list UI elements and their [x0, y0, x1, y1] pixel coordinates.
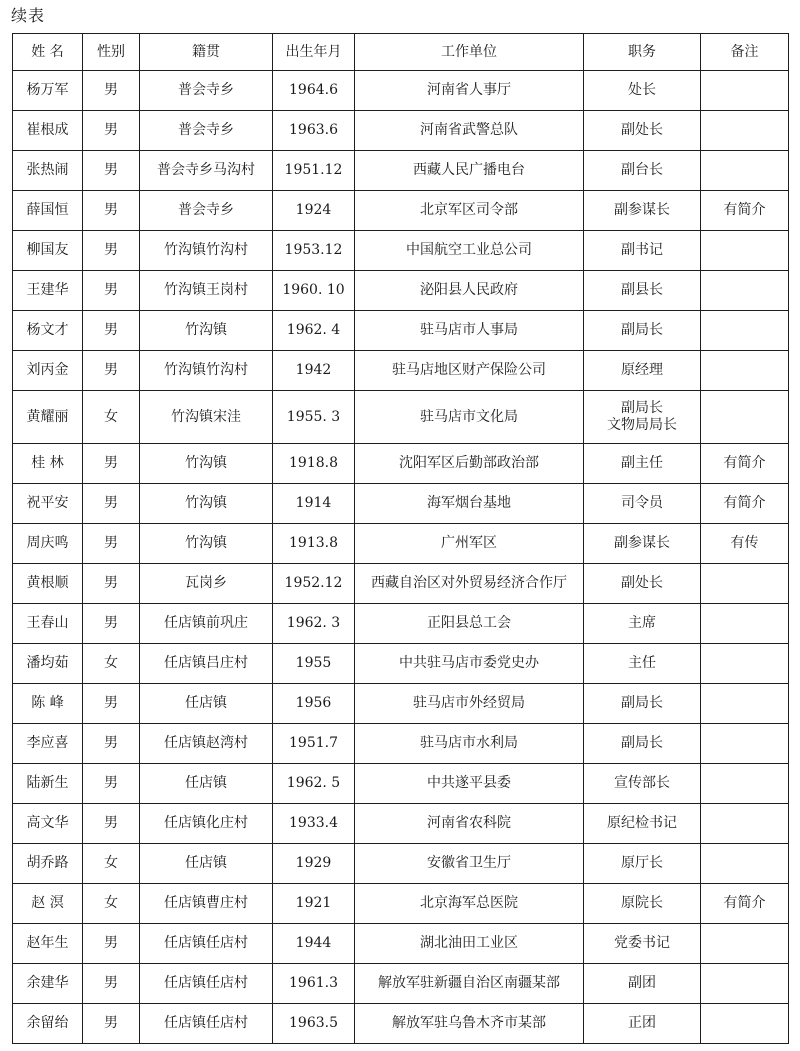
cell-remarks	[701, 844, 789, 884]
cell-remarks: 有简介	[701, 444, 789, 484]
cell-native-place: 普会寺乡	[140, 191, 273, 231]
cell-native-place: 任店镇	[140, 844, 273, 884]
header-gender: 性别	[83, 34, 140, 71]
table-caption: 续表	[11, 6, 46, 25]
cell-birth-date: 1955	[273, 644, 355, 684]
cell-birth-date: 1929	[273, 844, 355, 884]
cell-position: 副处长	[584, 564, 701, 604]
cell-position: 正团	[584, 1004, 701, 1044]
cell-position: 副台长	[584, 151, 701, 191]
cell-workplace: 西藏人民广播电台	[355, 151, 584, 191]
cell-birth-date: 1962. 5	[273, 764, 355, 804]
cell-birth-date: 1956	[273, 684, 355, 724]
cell-line: 副局长	[621, 400, 663, 416]
cell-birth-date: 1962. 4	[273, 311, 355, 351]
cell-remarks	[701, 351, 789, 391]
cell-name: 杨万军	[13, 71, 83, 111]
cell-native-place: 任店镇	[140, 764, 273, 804]
table-row	[13, 151, 789, 191]
cell-name: 崔根成	[13, 111, 83, 151]
table-row	[13, 964, 789, 1004]
cell-line: 文物局局长	[607, 417, 677, 433]
cell-position: 党委书记	[584, 924, 701, 964]
cell-remarks	[701, 644, 789, 684]
cell-gender: 男	[83, 604, 140, 644]
cell-native-place: 瓦岗乡	[140, 564, 273, 604]
cell-remarks	[701, 964, 789, 1004]
table-row	[13, 684, 789, 724]
cell-gender: 男	[83, 271, 140, 311]
cell-name: 祝平安	[13, 484, 83, 524]
cell-gender: 女	[83, 844, 140, 884]
cell-workplace: 正阳县总工会	[355, 604, 584, 644]
table-row	[13, 564, 789, 604]
header-native-place: 籍贯	[140, 34, 273, 71]
cell-remarks	[701, 684, 789, 724]
cell-native-place: 任店镇曹庄村	[140, 884, 273, 924]
cell-name: 陆新生	[13, 764, 83, 804]
table-row	[13, 391, 789, 444]
cell-name: 周庆鸣	[13, 524, 83, 564]
table-row	[13, 724, 789, 764]
cell-gender: 男	[83, 924, 140, 964]
table-row	[13, 884, 789, 924]
cell-position	[584, 391, 701, 444]
cell-birth-date: 1951.7	[273, 724, 355, 764]
cell-birth-date: 1914	[273, 484, 355, 524]
cell-native-place: 任店镇前巩庄	[140, 604, 273, 644]
table-row	[13, 191, 789, 231]
cell-workplace: 驻马店市人事局	[355, 311, 584, 351]
cell-remarks	[701, 71, 789, 111]
cell-native-place: 竹沟镇宋洼	[140, 391, 273, 444]
cell-workplace: 驻马店市外经贸局	[355, 684, 584, 724]
cell-position: 副主任	[584, 444, 701, 484]
table-row	[13, 604, 789, 644]
cell-native-place: 竹沟镇王岗村	[140, 271, 273, 311]
cell-native-place: 竹沟镇竹沟村	[140, 351, 273, 391]
cell-name: 赵年生	[13, 924, 83, 964]
table-row	[13, 271, 789, 311]
cell-birth-date: 1924	[273, 191, 355, 231]
cell-position: 主席	[584, 604, 701, 644]
cell-gender: 男	[83, 484, 140, 524]
header-position: 职务	[584, 34, 701, 71]
table-row	[13, 764, 789, 804]
cell-birth-date: 1955. 3	[273, 391, 355, 444]
table-row	[13, 1004, 789, 1044]
cell-gender: 男	[83, 191, 140, 231]
cell-gender: 男	[83, 724, 140, 764]
cell-name: 张热闹	[13, 151, 83, 191]
cell-remarks	[701, 1004, 789, 1044]
cell-birth-date: 1913.8	[273, 524, 355, 564]
cell-workplace: 安徽省卫生厅	[355, 844, 584, 884]
table-row	[13, 444, 789, 484]
cell-birth-date: 1961.3	[273, 964, 355, 1004]
cell-gender: 男	[83, 231, 140, 271]
cell-gender: 男	[83, 71, 140, 111]
cell-name: 余建华	[13, 964, 83, 1004]
cell-gender: 男	[83, 351, 140, 391]
cell-name: 胡乔路	[13, 844, 83, 884]
cell-gender: 男	[83, 684, 140, 724]
cell-birth-date: 1952.12	[273, 564, 355, 604]
cell-native-place: 普会寺乡	[140, 111, 273, 151]
cell-native-place: 普会寺乡马沟村	[140, 151, 273, 191]
header-birth-date: 出生年月	[273, 34, 355, 71]
table-row	[13, 644, 789, 684]
cell-remarks	[701, 271, 789, 311]
cell-native-place: 竹沟镇竹沟村	[140, 231, 273, 271]
cell-remarks	[701, 724, 789, 764]
cell-workplace: 湖北油田工业区	[355, 924, 584, 964]
cell-native-place: 任店镇任店村	[140, 1004, 273, 1044]
cell-name: 高文华	[13, 804, 83, 844]
cell-name: 杨文才	[13, 311, 83, 351]
table-row	[13, 484, 789, 524]
cell-position: 主任	[584, 644, 701, 684]
cell-native-place: 竹沟镇	[140, 311, 273, 351]
cell-remarks: 有简介	[701, 884, 789, 924]
cell-birth-date: 1951.12	[273, 151, 355, 191]
cell-native-place: 竹沟镇	[140, 484, 273, 524]
cell-remarks: 有简介	[701, 191, 789, 231]
cell-native-place: 任店镇任店村	[140, 924, 273, 964]
cell-remarks: 有传	[701, 524, 789, 564]
cell-native-place: 竹沟镇	[140, 444, 273, 484]
cell-remarks: 有简介	[701, 484, 789, 524]
cell-workplace: 中国航空工业总公司	[355, 231, 584, 271]
cell-gender: 女	[83, 391, 140, 444]
cell-position: 原院长	[584, 884, 701, 924]
cell-position: 副局长	[584, 684, 701, 724]
cell-workplace: 广州军区	[355, 524, 584, 564]
cell-gender: 男	[83, 444, 140, 484]
cell-birth-date: 1960. 10	[273, 271, 355, 311]
cell-birth-date: 1963.6	[273, 111, 355, 151]
cell-remarks	[701, 804, 789, 844]
cell-name: 李应喜	[13, 724, 83, 764]
cell-name: 柳国友	[13, 231, 83, 271]
cell-gender: 男	[83, 1004, 140, 1044]
header-name: 姓 名	[13, 34, 83, 71]
cell-workplace: 河南省武警总队	[355, 111, 584, 151]
cell-position: 副书记	[584, 231, 701, 271]
table-row	[13, 111, 789, 151]
cell-workplace: 北京海军总医院	[355, 884, 584, 924]
cell-native-place: 任店镇	[140, 684, 273, 724]
cell-position: 副处长	[584, 111, 701, 151]
table-row	[13, 524, 789, 564]
cell-native-place: 任店镇化庄村	[140, 804, 273, 844]
cell-gender: 男	[83, 524, 140, 564]
cell-name: 余留绐	[13, 1004, 83, 1044]
cell-gender: 男	[83, 151, 140, 191]
cell-birth-date: 1962. 3	[273, 604, 355, 644]
cell-workplace: 沈阳军区后勤部政治部	[355, 444, 584, 484]
cell-name: 王春山	[13, 604, 83, 644]
cell-birth-date: 1921	[273, 884, 355, 924]
cell-workplace: 泌阳县人民政府	[355, 271, 584, 311]
cell-workplace: 中共遂平县委	[355, 764, 584, 804]
cell-position: 副参谋长	[584, 524, 701, 564]
cell-position: 司令员	[584, 484, 701, 524]
table-body	[13, 71, 789, 1044]
cell-workplace: 北京军区司令部	[355, 191, 584, 231]
table-row	[13, 311, 789, 351]
cell-native-place: 任店镇吕庄村	[140, 644, 273, 684]
table-row	[13, 924, 789, 964]
cell-gender: 男	[83, 111, 140, 151]
cell-remarks	[701, 604, 789, 644]
cell-remarks	[701, 391, 789, 444]
cell-birth-date: 1918.8	[273, 444, 355, 484]
cell-name: 薛国恒	[13, 191, 83, 231]
cell-position: 原纪检书记	[584, 804, 701, 844]
header-workplace: 工作单位	[355, 34, 584, 71]
cell-workplace: 解放军驻新疆自治区南疆某部	[355, 964, 584, 1004]
cell-gender: 男	[83, 804, 140, 844]
cell-position: 原经理	[584, 351, 701, 391]
cell-name: 桂 林	[13, 444, 83, 484]
cell-birth-date: 1953.12	[273, 231, 355, 271]
cell-position: 副参谋长	[584, 191, 701, 231]
cell-workplace: 河南省农科院	[355, 804, 584, 844]
cell-remarks	[701, 311, 789, 351]
cell-birth-date: 1944	[273, 924, 355, 964]
table-row	[13, 231, 789, 271]
cell-native-place: 任店镇赵湾村	[140, 724, 273, 764]
cell-remarks	[701, 111, 789, 151]
cell-name: 黄耀丽	[13, 391, 83, 444]
cell-position: 副团	[584, 964, 701, 1004]
cell-workplace: 河南省人事厅	[355, 71, 584, 111]
cell-gender: 男	[83, 311, 140, 351]
cell-birth-date: 1942	[273, 351, 355, 391]
cell-remarks	[701, 564, 789, 604]
cell-birth-date: 1933.4	[273, 804, 355, 844]
cell-gender: 女	[83, 644, 140, 684]
cell-position: 副县长	[584, 271, 701, 311]
cell-position: 宣传部长	[584, 764, 701, 804]
cell-name: 黄根顺	[13, 564, 83, 604]
header-row	[13, 34, 789, 71]
cell-name: 赵 溟	[13, 884, 83, 924]
table-row	[13, 804, 789, 844]
cell-native-place: 普会寺乡	[140, 71, 273, 111]
cell-remarks	[701, 151, 789, 191]
cell-gender: 男	[83, 564, 140, 604]
table-row	[13, 71, 789, 111]
cell-native-place: 任店镇任店村	[140, 964, 273, 1004]
cell-remarks	[701, 924, 789, 964]
table-header	[13, 34, 789, 71]
cell-name: 王建华	[13, 271, 83, 311]
cell-name: 陈 峰	[13, 684, 83, 724]
cell-remarks	[701, 764, 789, 804]
table-row	[13, 844, 789, 884]
cell-remarks	[701, 231, 789, 271]
cell-position: 原厅长	[584, 844, 701, 884]
table-row	[13, 351, 789, 391]
cell-gender: 男	[83, 964, 140, 1004]
cell-workplace: 驻马店市水利局	[355, 724, 584, 764]
cell-birth-date: 1963.5	[273, 1004, 355, 1044]
cell-name: 刘丙金	[13, 351, 83, 391]
personnel-table	[12, 33, 789, 1044]
cell-gender: 女	[83, 884, 140, 924]
cell-name: 潘均茹	[13, 644, 83, 684]
cell-workplace: 中共驻马店市委党史办	[355, 644, 584, 684]
cell-workplace: 驻马店市文化局	[355, 391, 584, 444]
cell-position: 副局长	[584, 311, 701, 351]
cell-workplace: 西藏自治区对外贸易经济合作厅	[355, 564, 584, 604]
cell-position: 副局长	[584, 724, 701, 764]
cell-workplace: 解放军驻乌鲁木齐市某部	[355, 1004, 584, 1044]
cell-workplace: 海军烟台基地	[355, 484, 584, 524]
cell-workplace: 驻马店地区财产保险公司	[355, 351, 584, 391]
cell-position: 处长	[584, 71, 701, 111]
cell-gender: 男	[83, 764, 140, 804]
cell-native-place: 竹沟镇	[140, 524, 273, 564]
header-remarks: 备注	[701, 34, 789, 71]
cell-birth-date: 1964.6	[273, 71, 355, 111]
